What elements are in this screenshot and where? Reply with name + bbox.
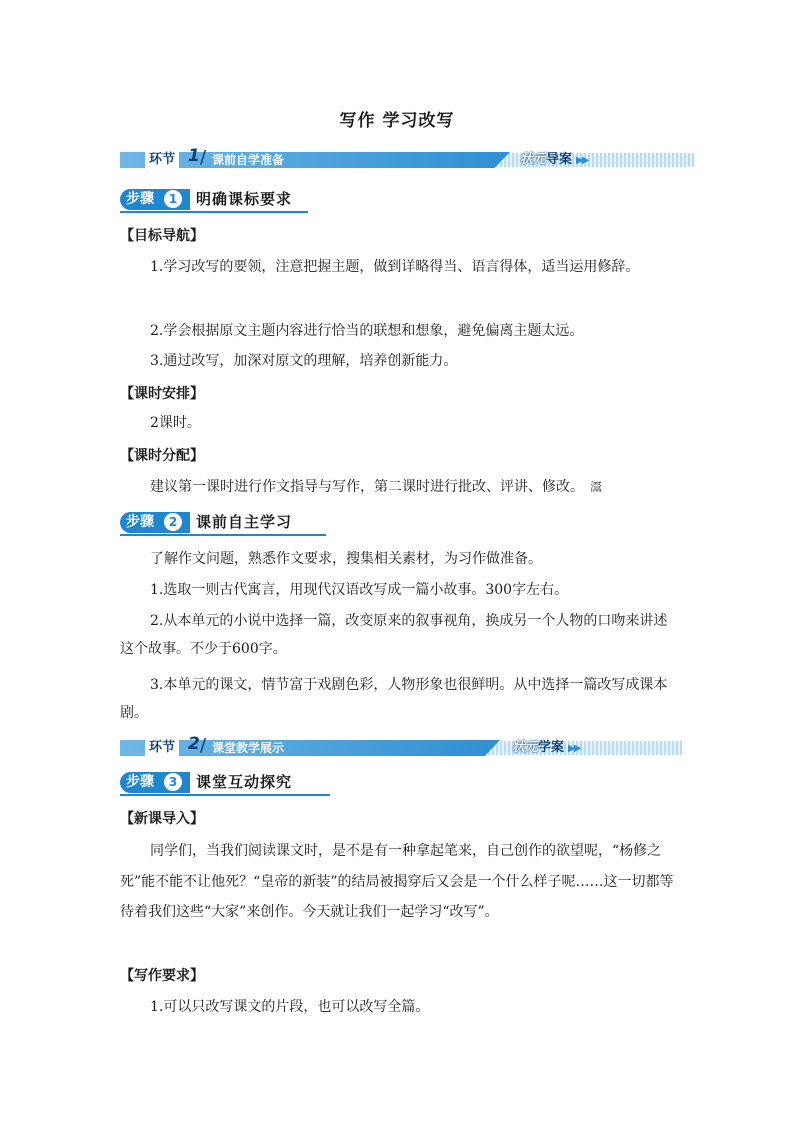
step-pill: 步骤 (120, 189, 190, 210)
banner-label: 课前自学准备 (212, 153, 285, 167)
goal-1: 1.学习改写的要领，注意把握主题，做到详略得当、语言得体，适当运用修辞。 (150, 259, 640, 275)
banner-label: 课堂教学展示 (212, 741, 285, 755)
banner-number: 1 (188, 146, 200, 166)
double-arrow-icon: ▶▶ (576, 155, 588, 166)
intro-paragraph: 同学们，当我们阅读课文时，是不是有一种拿起笔来，自己创作的欲望呢，“杨修之死”能不能不让他死？“皇帝的新装”的结局被揭穿后又会是一个什么样子呢……这一切都等待着我们这些“大家”来创作。今天就让我们一起学习“改写”。 (120, 843, 674, 920)
allocation-paragraph (120, 473, 676, 501)
banner-right (512, 739, 579, 758)
banner-right-bold: 学案 (538, 740, 565, 755)
banner-slash: / (200, 735, 207, 756)
section-banner-2 (120, 734, 682, 758)
banner-huanjie: 环节 (145, 151, 179, 169)
step-number: 3 (164, 773, 182, 791)
double-arrow-icon: ▶▶ (568, 743, 580, 754)
prestudy-intro: 了解作文问题，熟悉作文要求，搜集相关素材，为习作做准备。 (150, 551, 542, 567)
heading-schedule: 【课时安排】 (120, 386, 204, 402)
allocation-mark: 灊 (590, 480, 603, 494)
heading-goal: 【目标导航】 (120, 228, 204, 244)
step-pill: 步骤 (120, 772, 190, 793)
step-title: 课前自主学习 (196, 513, 293, 531)
heading-intro: 【新课导入】 (120, 811, 204, 827)
step-underline (120, 211, 308, 213)
step-number: 2 (164, 513, 182, 531)
prestudy-item-3: 3.本单元的课文，情节富于戏剧色彩，人物形象也很鲜明。从中选择一篇改写成课本剧。 (120, 677, 668, 721)
banner-right-italic: 状元 (520, 152, 547, 167)
step-pill: 步骤 (120, 512, 190, 533)
heading-requirements: 【写作要求】 (120, 968, 204, 984)
goal-2: 2.学会根据原文主题内容进行恰当的联想和想象，避免偏离主题太远。 (150, 323, 584, 339)
banner-right-italic: 状元 (512, 740, 539, 755)
step-underline (120, 534, 326, 536)
heading-allocation: 【课时分配】 (120, 448, 204, 464)
banner-number: 2 (188, 734, 200, 754)
step-number: 1 (164, 190, 182, 208)
schedule-text: 2课时。 (150, 415, 201, 431)
prestudy-item-1: 1.选取一则古代寓言，用现代汉语改写成一篇小故事。300字左右。 (150, 582, 569, 598)
requirement-1: 1.可以只改写课文的片段，也可以改写全篇。 (150, 999, 430, 1015)
banner-slash: / (200, 147, 207, 168)
step-underline (120, 794, 330, 796)
step-title: 课堂互动探究 (196, 773, 293, 791)
prestudy-item-2: 2.从本单元的小说中选择一篇，改变原来的叙事视角，换成另一个人物的口吻来讲述这个故事。不少于600字。 (120, 613, 668, 657)
banner-right (520, 151, 587, 170)
allocation-text: 建议第一课时进行作文指导与写作，第二课时进行批改、评讲、修改。 (150, 479, 584, 495)
goal-3: 3.通过改写，加深对原文的理解，培养创新能力。 (150, 353, 458, 369)
section-banner-1 (120, 146, 694, 170)
page-title: 写作 学习改写 (339, 111, 455, 131)
step-title: 明确课标要求 (196, 190, 293, 208)
banner-right-bold: 导案 (546, 152, 573, 167)
banner-huanjie: 环节 (145, 739, 179, 757)
